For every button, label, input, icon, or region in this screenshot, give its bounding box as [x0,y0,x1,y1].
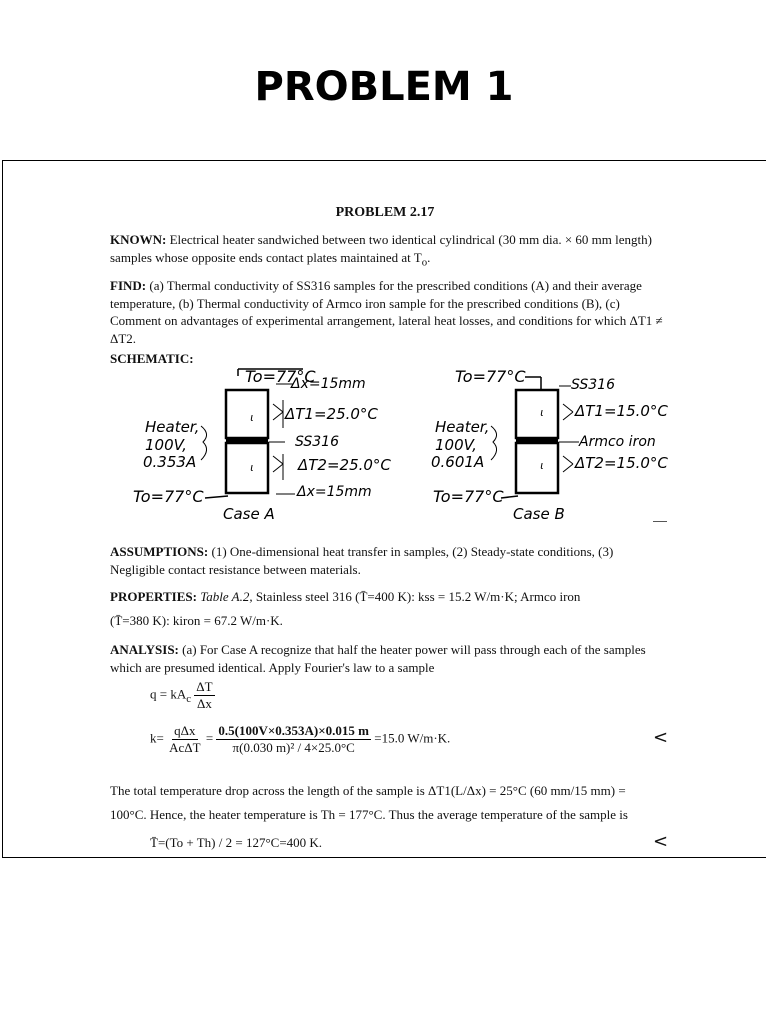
eq1-lhs: q = kA [150,686,187,702]
eq2-lhs: k= [150,730,164,746]
case-a-dx-bottom: Δx=15mm [297,484,372,500]
case-a-diagram [133,367,391,523]
schematic-label: SCHEMATIC: [110,351,194,366]
case-b-diagram [431,367,668,523]
eq1-den: Δx [197,696,212,711]
document [3,161,767,859]
case-b-to-top: To=77°C [455,367,526,386]
case-a-to-top: To=77°C [245,367,316,386]
case-a-dx-top: Δx=15mm [291,376,366,392]
case-a-upper-sample [226,390,268,438]
assumptions-paragraph [110,543,670,578]
eq2-fraction-1 [167,723,202,756]
equation-fourier [150,679,215,712]
case-b-dt1: ΔT1=15.0°C [575,402,668,420]
case-b-upper-sample [516,390,558,438]
eq2-equals: = [205,730,214,746]
eq2-f1-den: AcΔT [169,740,201,755]
case-b-tc2: ɩ [540,459,545,472]
equation-average-temperature: T̄=(To + Th) / 2 = 127°C=400 K. [150,835,323,850]
find-tail: ΔT1 ≠ ΔT2. [110,313,663,346]
case-a-material: SS316 [295,434,339,450]
analysis-text: (a) For Case A recognize that half the heater power will pass through each of the samples which are presumed identical. Apply Fourier's law to a sample [110,642,646,675]
case-a-dt2: ΔT2=25.0°C [298,456,391,474]
case-b-mat-top: SS316 [571,377,615,393]
case-b-heater-3: 0.601A [431,453,485,471]
scanned-page [2,160,766,858]
decorative-dash [653,521,667,522]
eq1-fraction [194,679,214,712]
properties-label: PROPERTIES: [110,589,197,604]
analysis-label: ANALYSIS: [110,642,179,657]
case-b-mat-mid: Armco iron [579,434,656,450]
eq1-sub: c [186,693,192,706]
eq2-result: =15.0 W/m·K. [374,730,451,746]
eq2-fraction-2 [216,723,371,756]
assumptions-text: (1) One-dimensional heat transfer in samples, (2) Steady-state conditions, (3) Negligible contact resistance between materials. [110,544,614,577]
eq1-num: ΔT [196,679,213,694]
total-drop-paragraph [110,779,690,827]
case-a-dt1: ΔT1=25.0°C [285,405,378,423]
find-label: FIND: [110,278,147,293]
case-b-heater-1: Heater, [435,418,490,436]
case-a-tc1: ɩ [250,411,255,424]
case-a-heater-2: 100V, [145,436,187,454]
case-b-tc1: ɩ [540,406,545,419]
case-a-label: Case A [223,505,275,523]
case-b-label: Case B [513,505,565,523]
properties-text-2: (T̄=380 K): kiron = 67.2 W/m·K. [110,613,283,628]
known-label: KNOWN: [110,232,167,247]
known-sub: o [421,256,428,269]
case-a-heater-1: Heater, [145,418,200,436]
case-a-tc2: ɩ [250,461,255,474]
problem-header: PROBLEM 2.17 [335,205,435,220]
known-paragraph: KNOWN: Electrical heater sandwiched between two identical cylindrical (30 mm dia. × 60 mm length) samples whose opposite ends contact plates maintained at $T_o$. [110,232,652,269]
eq2-f1-num: qΔx [174,723,196,738]
case-b-dt2: ΔT2=15.0°C [575,454,668,472]
find-text: (a) Thermal conductivity of SS316 samples for the prescribed conditions (A) and their average temperature, (b) Thermal conductivity of Armco iron sample for the prescribed conditions (B), (c) Comment on advantages of experimental arrangement, lateral heat losses, and conditions for which [110,278,642,328]
properties-table: Table A.2, [200,589,253,604]
total-text-1: The total temperature drop across the length of the sample is ΔT1(L/Δx) = 25°C (60 mm/15 mm) = [110,783,626,798]
case-a-lower-sample [226,443,268,493]
schematic-diagram [113,364,673,534]
eq2-f2-num: 0.5(100V×0.353A)×0.015 m [218,723,369,738]
case-a-heater-3: 0.353A [143,453,197,471]
total-text-2: 100°C. Hence, the heater temperature is Th = 177°C. Thus the average temperature of the sample is [110,807,628,822]
case-a-to-bottom: To=77°C [133,487,204,506]
answer-check-mark-1: < [653,727,669,748]
case-b-heater-2: 100V, [435,436,477,454]
find-paragraph [110,277,670,347]
eq2-f2-den: π(0.030 m)² / 4×25.0°C [232,740,355,755]
case-b-to-bottom: To=77°C [433,487,504,506]
equation-conductivity [150,723,450,756]
assumptions-label: ASSUMPTIONS: [110,544,209,559]
case-b-lower-sample [516,443,558,493]
properties-paragraph [110,585,670,633]
analysis-paragraph [110,641,670,676]
properties-text-1: Stainless steel 316 (T̄=400 K): kss = 15.2 W/m·K; Armco iron [255,589,581,604]
slide-title: PROBLEM 1 [254,64,514,110]
known-text: Electrical heater sandwiched between two identical cylindrical (30 mm dia. × 60 mm length) samples whose opposite ends contact plates maintained at T [110,232,652,265]
answer-check-mark-2: < [653,831,669,852]
